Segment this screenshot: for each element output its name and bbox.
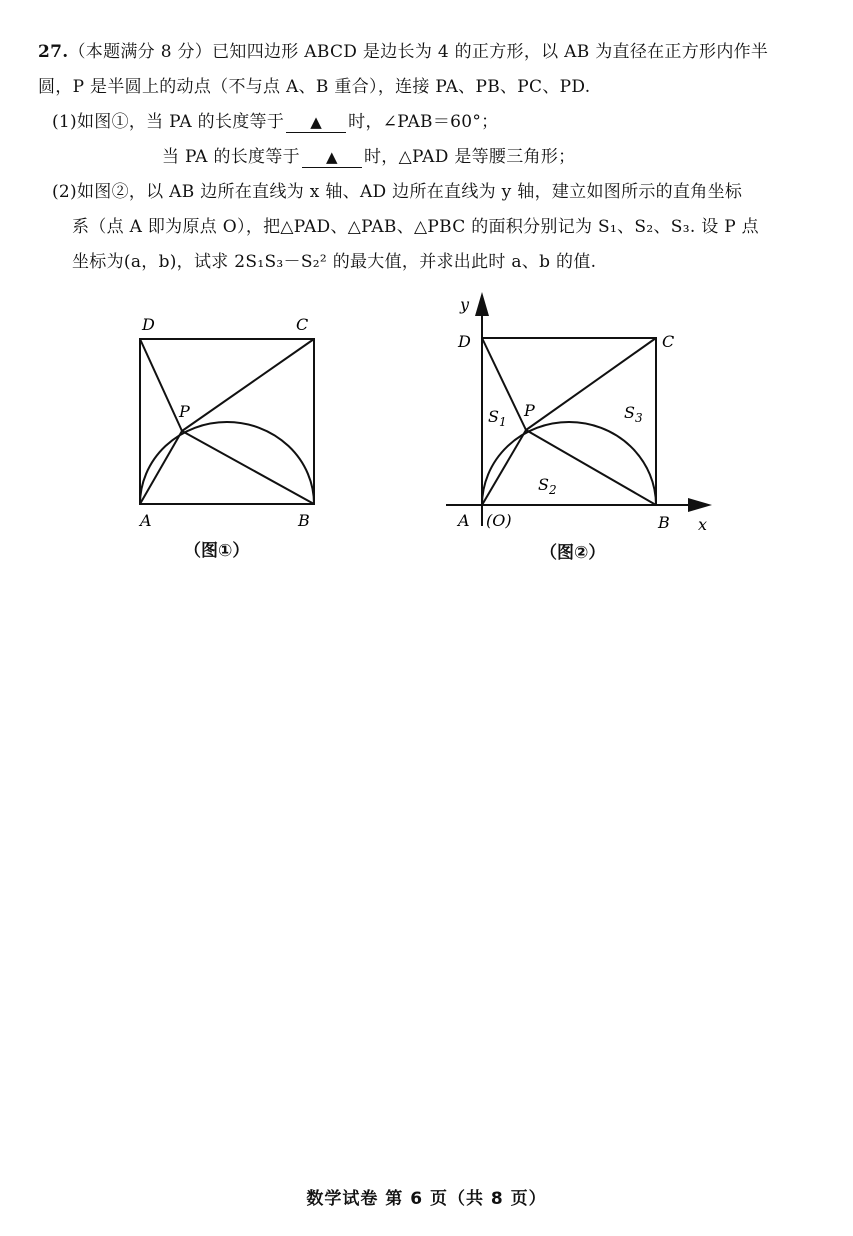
semicircle: [140, 422, 314, 504]
label-o: (O): [486, 511, 512, 530]
part2-line-3: 坐标为(a，b)，试求 2S₁S₃－S₂² 的最大值，并求出此时 a、b 的值.: [72, 252, 597, 272]
label-c: C: [662, 332, 675, 351]
label-c: C: [296, 315, 309, 334]
question-line-2: [38, 73, 823, 101]
y-axis-arrow-icon: [475, 292, 489, 316]
part2-line-1: (2)如图②，以 AB 边所在直线为 x 轴、AD 边所在直线为 y 轴，建立如图所示的直角坐标: [52, 182, 743, 202]
segment-pc: [182, 339, 314, 431]
question-number: 27.: [38, 42, 69, 62]
page-footer: 数学试卷 第 6 页（共 8 页）: [306, 1189, 547, 1209]
answer-blank-2[interactable]: [302, 147, 362, 168]
question-stem-1: （本题满分 8 分）已知四边形 ABCD 是边长为 4 的正方形，以 AB 为直径在正方形内作半: [68, 42, 769, 62]
label-x: x: [698, 515, 708, 534]
segment-pb: [182, 431, 314, 504]
label-s3: $S_3$: [624, 403, 643, 425]
label-b: B: [658, 513, 670, 532]
label-a: A: [140, 511, 152, 530]
figure-1-diagram: [120, 310, 350, 540]
label-s1: $S_1$: [488, 407, 507, 429]
triangle-mark-icon: ▲: [310, 113, 323, 131]
segment-pa: [140, 431, 182, 504]
segment-pd: [140, 339, 182, 431]
label-b: B: [298, 511, 310, 530]
label-a: A: [458, 511, 470, 530]
label-y: y: [460, 295, 470, 314]
label-d: D: [458, 332, 471, 351]
semicircle: [482, 422, 656, 505]
label-p: P: [179, 402, 190, 421]
figure-2-caption: （图②）: [540, 543, 606, 563]
part1-line-b: 当 PA 的长度等于 ▲ 时，△PAD 是等腰三角形；: [162, 147, 576, 167]
part1-line-a: (1)如图①，当 PA 的长度等于 ▲ 时，∠PAB＝60°；: [52, 112, 499, 132]
x-axis-arrow-icon: [688, 498, 712, 512]
figure-1: [120, 310, 350, 544]
label-d: D: [142, 315, 155, 334]
segment-pa: [482, 430, 526, 505]
label-p: P: [524, 401, 535, 420]
label-s2: $S_2$: [538, 475, 557, 497]
figure-1-caption: （图①）: [184, 541, 250, 561]
figure-2-diagram: [440, 290, 730, 540]
part2-line-2: 系（点 A 即为原点 O），把△PAD、△PAB、△PBC 的面积分别记为 S₁、S₂、S₃. 设 P 点: [72, 217, 759, 237]
figure-2: [440, 290, 730, 544]
question-line-1: [38, 38, 823, 66]
answer-blank-1[interactable]: [286, 112, 346, 133]
question-stem-2: 圆，P 是半圆上的动点（不与点 A、B 重合），连接 PA、PB、PC、PD.: [38, 77, 591, 97]
triangle-mark-icon: ▲: [326, 148, 338, 166]
